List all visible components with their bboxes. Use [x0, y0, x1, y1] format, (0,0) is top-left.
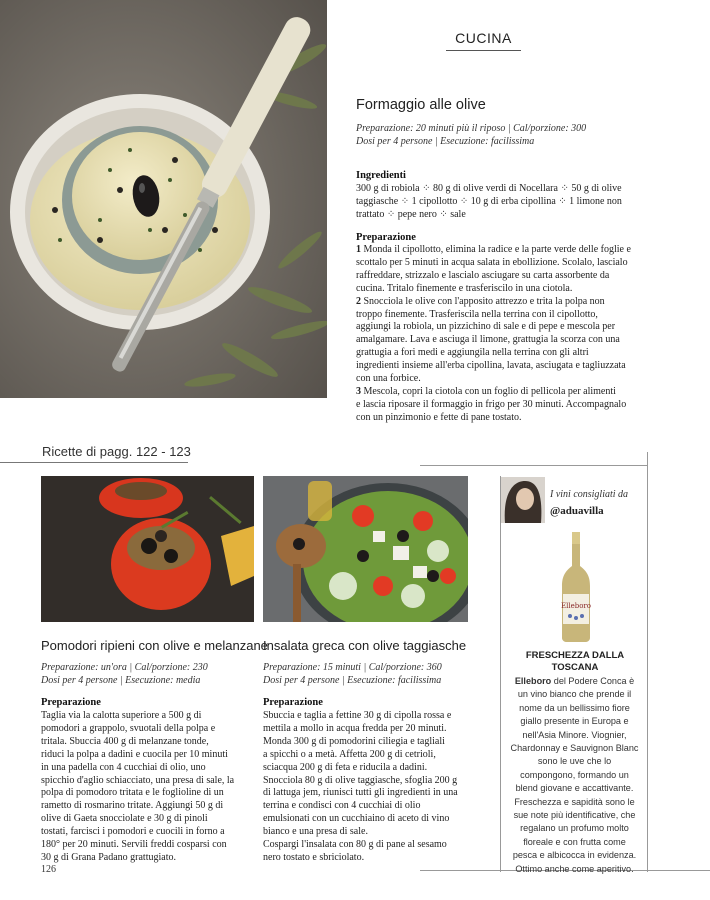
prep-line: Cospargi l'insalata con 80 g di pane al sesamo: [263, 839, 447, 851]
stuffed-tomatoes-illustration: [41, 476, 254, 622]
recipe-right-prep-text: [263, 710, 495, 865]
prep-line: sciacqua 200 g di feta e riducila a dadini.: [263, 761, 428, 773]
wine-bottle-icon: [560, 532, 592, 642]
wine-line: sono le uve che lo: [537, 756, 612, 767]
preparation-heading: Preparazione: [356, 232, 416, 243]
wine-heading-line: FRESCHEZZA DALLA: [525, 650, 625, 661]
prep-line: troppo finemente. Trasferiscila nella terrina con il cipollotto,: [356, 308, 598, 320]
avatar: [501, 477, 545, 523]
wine-bottle: [560, 532, 592, 642]
prep-line: con un pinzimonio e fette di pane tostato.: [356, 411, 522, 423]
wine-heading-line: TOSCANA: [551, 662, 599, 673]
prep-line: grattugia a fori medi e aggiungila nella terrina con gli altri: [356, 347, 589, 359]
prep-line: mettila a mollo in acqua fredda per 20 minuti.: [263, 722, 447, 734]
prep-line: ingredienti insieme all'erba cipollina, lavata, asciugata e tagliuzzata: [356, 360, 626, 372]
prep-line: aggiungi la robiola, un pizzichino di sale e di pepe e mescola per: [356, 321, 616, 333]
top-frame-line: [420, 465, 648, 466]
prep-line: rametto di rosmarino tritate. Aggiungi 50 g di: [41, 800, 224, 812]
prep-line: Sbuccia e taglia a fettine 30 g di cipolla rossa e: [263, 710, 452, 721]
meta-line: Preparazione: 15 minuti | Cal/porzione: 360: [263, 662, 442, 673]
prep-line: a spicchi o a metà. Affetta 200 g di cetrioli,: [263, 748, 436, 760]
prep-line: olive di Gaeta snocciolate e 30 g di pinoli: [41, 813, 208, 825]
recipe-left-title: Pomodori ripieni con olive e melanzane: [41, 638, 268, 653]
prep-line: cucina. Tritalo finemente e trasferiscilo in una ciotola.: [356, 282, 573, 294]
prep-line: polpa di pomodoro tritata e le foglioline di un: [41, 787, 224, 799]
prep-line: 180° per 20 minuti. Servili freddi cosparsi con: [41, 839, 227, 851]
wine-name: Elleboro: [514, 676, 552, 686]
preparation-text: [356, 244, 701, 425]
recipe-left-meta: [41, 661, 261, 687]
ricette-divider: [0, 462, 188, 463]
meta-line: Preparazione: 20 minuti più il riposo | Cal/porzione: 300: [356, 123, 587, 134]
page-number: 126: [41, 864, 56, 875]
meta-line: Preparazione: un'ora | Cal/porzione: 230: [41, 662, 208, 673]
right-frame-line: [647, 452, 648, 872]
avatar-portrait: [501, 477, 545, 523]
prep-line: nero tostato e sbriciolato.: [263, 851, 365, 863]
prep-line: 1 Monda il cipollotto, elimina la radice e la parte verde delle foglie e: [356, 244, 631, 255]
wine-handle: @aduavilla: [550, 505, 604, 517]
wine-intro: I vini consigliati da: [550, 489, 629, 500]
wine-line: sue note più identificative, che: [513, 810, 636, 821]
prep-line: pomodori a grappolo, svuotali della polpa e: [41, 722, 216, 734]
prep-line: terrina e condisci con 4 cucchiai di olio: [263, 800, 421, 812]
recipe-left-prep-heading: Preparazione: [41, 697, 101, 708]
ingredients-list: [356, 183, 696, 222]
prep-line: riduci la polpa a dadini e cuocila per 10 minuti: [41, 748, 228, 760]
section-divider: [446, 50, 521, 51]
prep-line: in una padella con 4 cucchiai di olio, uno: [41, 761, 206, 773]
wine-line: compongono, formando un: [520, 769, 629, 780]
recipe-right-title: Insalata greca con olive taggiasche: [263, 638, 467, 653]
prep-line: amalgamare. Lava e asciuga il limone, grattugia la scorza con una: [356, 334, 620, 346]
wine-line: floreale e con frutta come: [523, 836, 626, 847]
step-number: 1: [356, 244, 361, 255]
prep-line: 3 Mescola, copri la ciotola con un foglio di pellicola per alimenti: [356, 385, 616, 397]
wine-line: Chardonnay e Sauvignon Blanc: [510, 743, 639, 754]
ingredients-heading: Ingredienti: [356, 170, 406, 181]
bottle-label-text: Elleboro: [561, 602, 591, 610]
cheese-bowl-illustration: [0, 0, 327, 398]
section-label: CUCINA: [455, 30, 512, 46]
ingredients-line: 300 g di robiola ⁘ 80 g di olive verdi di Nocellara ⁘ 50 g di olive: [356, 183, 622, 194]
main-recipe-title: Formaggio alle olive: [356, 97, 486, 113]
prep-line: 30 g di Grana Padano grattugiato.: [41, 851, 176, 863]
recipe-right-prep-heading: Preparazione: [263, 697, 323, 708]
wine-line: giallo presente in Europa e: [520, 716, 629, 727]
prep-line: tritala. Sbuccia 400 g di melanzane tonde,: [41, 735, 209, 747]
stuffed-tomatoes-photo: [41, 476, 254, 622]
prep-line: di lattuga jem, riunisci tutti gli ingredienti in una: [263, 787, 458, 799]
prep-line: Taglia via la calotta superiore a 500 g di: [41, 710, 202, 721]
prep-line: spicchio d'aglio schiacciato, una presa di sale, la: [41, 774, 235, 786]
wine-line: Elleboro del Podere Conca è: [514, 676, 635, 686]
meta-line: Dosi per 4 persone | Esecuzione: facilissima: [356, 136, 535, 147]
main-recipe-meta: [356, 122, 696, 148]
wine-description: [503, 675, 646, 876]
meta-line: Dosi per 4 persone | Esecuzione: facilissima: [263, 675, 442, 686]
prep-line: Snocciola 80 g di olive taggiasche, sfoglia 200 g: [263, 774, 458, 786]
greek-salad-photo: [263, 476, 468, 622]
ingredients-line: taggiasche ⁘ 1 cipollotto ⁘ 10 g di erba cipollina ⁘ 1 limone non: [356, 195, 622, 207]
ricette-label: Ricette di pagg. 122 - 123: [42, 444, 191, 459]
step-number: 2: [356, 295, 361, 307]
step-number: 3: [356, 385, 361, 397]
recipe-right-meta: [263, 661, 493, 687]
prep-line: con una forbice.: [356, 373, 421, 385]
wine-heading: [505, 650, 645, 674]
prep-line: 2 Snocciola le olive con l'apposito attrezzo e trita la polpa non: [356, 295, 605, 307]
ingredients-line: trattato ⁘ pepe nero ⁘ sale: [356, 208, 466, 220]
greek-salad-illustration: [263, 476, 468, 622]
prep-line: scottalo per 5 minuti in acqua salata in ebollizione. Scolalo, lascialo: [356, 256, 628, 268]
wine-line: pesca e albicocca in evidenza.: [512, 850, 637, 861]
wine-line: Freschezza e sapidità sono le: [514, 796, 635, 807]
wine-line: un vino bianco che prende il: [517, 689, 632, 700]
recipe-left-prep-text: [41, 710, 261, 865]
wine-line: regalano un profumo molto: [520, 823, 629, 834]
wine-line: blend giovane e accattivante.: [515, 783, 634, 794]
prep-line: bianco e una presa di sale.: [263, 826, 368, 838]
meta-line: Dosi per 4 persone | Esecuzione: media: [41, 675, 201, 686]
prep-line: e lascia riposare il formaggio in frigo per 30 minuti. Accompagnalo: [356, 398, 627, 410]
wine-line: Ottimo anche come aperitivo.: [515, 863, 634, 874]
wine-column-divider: [500, 476, 501, 872]
hero-photo: [0, 0, 327, 398]
wine-line: nome da un bellissimo fiore: [519, 702, 630, 713]
prep-line: emulsionati con un cucchiaino di aceto di vino: [263, 813, 450, 825]
wine-line: nell'Asia Minore. Viognier,: [522, 729, 627, 740]
prep-line: Monda 300 g di pomodorini ciliegia e tagliali: [263, 735, 445, 747]
prep-line: raffreddare, strizzalo e lascialo asciugare su carta assorbente da: [356, 269, 610, 281]
prep-line: tostati, farcisci i pomodori e cuocili in forno a: [41, 826, 225, 838]
